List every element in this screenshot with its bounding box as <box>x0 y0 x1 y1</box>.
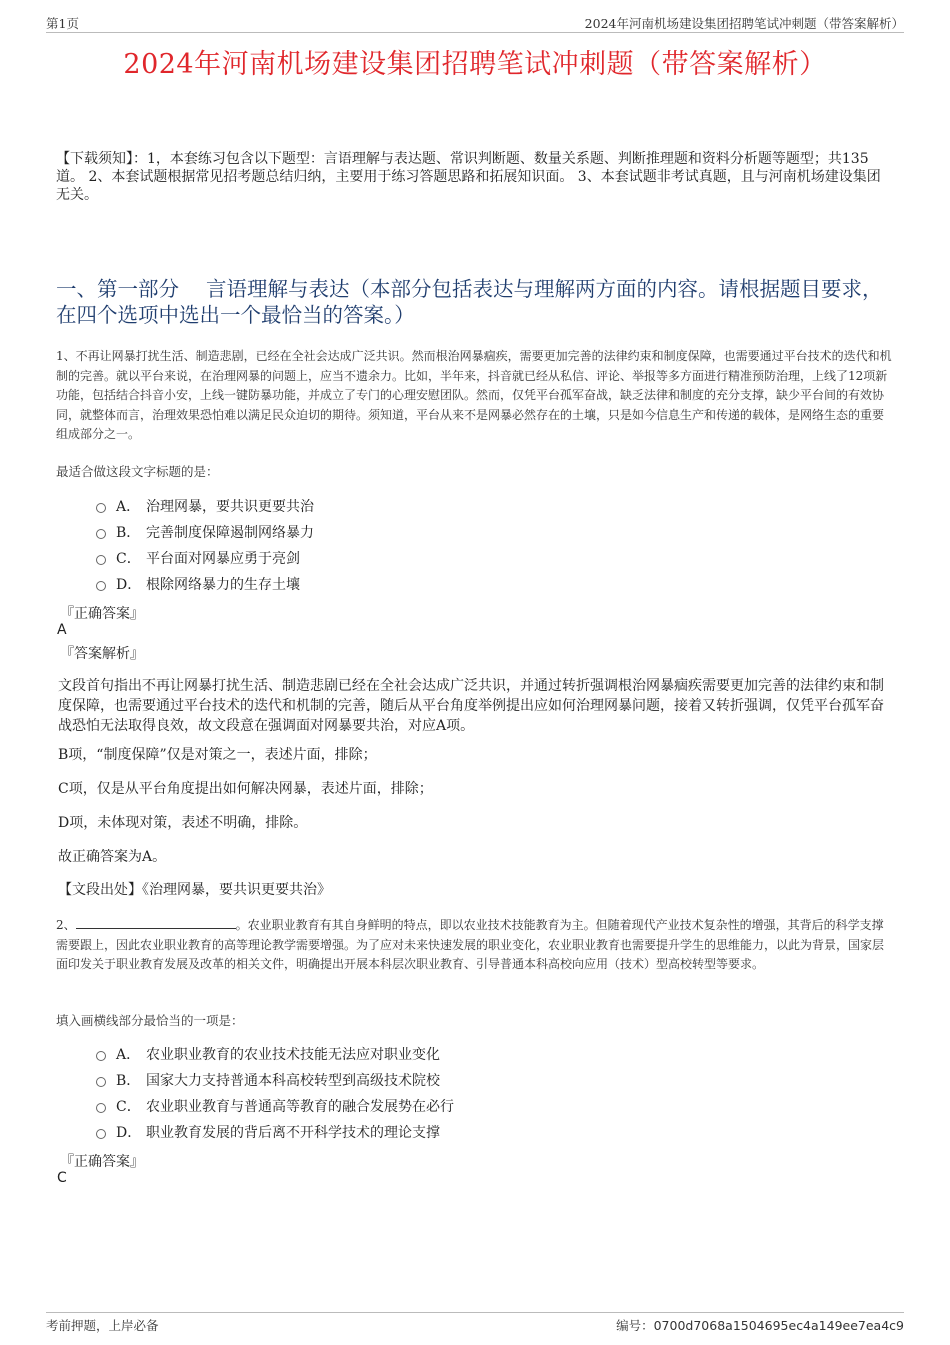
question-1-option-c[interactable]: C． 平台面对网暴应勇于亮剑 <box>96 545 314 571</box>
question-1-analysis-d: D项，未体现对策，表述不明确，排除。 <box>58 815 308 831</box>
question-2-answer: C <box>57 1170 67 1186</box>
question-1-conclusion: 故正确答案为A。 <box>58 849 167 865</box>
question-2-option-b[interactable]: B． 国家大力支持普通本科高校转型到高级技术院校 <box>96 1067 454 1093</box>
document-id: 编号：0700d7068a1504695ec4a149ee7ea4c9 <box>616 1318 904 1333</box>
question-1-prompt: 最适合做这段文字标题的是： <box>56 464 219 479</box>
page-header <box>46 12 904 33</box>
question-1-options <box>96 493 314 597</box>
fill-blank <box>76 916 236 929</box>
page-footer <box>46 1312 904 1335</box>
question-1-option-b[interactable]: B． 完善制度保障遏制网络暴力 <box>96 519 314 545</box>
section-heading: 一、第一部分 言语理解与表达（本部分包括表达与理解两方面的内容。请根据题目要求，在四个选项中选出一个最恰当的答案。） <box>56 277 883 327</box>
question-2-option-c[interactable]: C． 农业职业教育与普通高等教育的融合发展势在必行 <box>96 1093 454 1119</box>
page-number: 第1页 <box>46 16 79 31</box>
radio-icon[interactable] <box>96 1051 106 1061</box>
radio-icon[interactable] <box>96 529 106 539</box>
question-2-prompt: 填入画横线部分最恰当的一项是： <box>56 1013 244 1028</box>
document-title: 2024年河南机场建设集团招聘笔试冲刺题（带答案解析） <box>123 49 827 80</box>
radio-icon[interactable] <box>96 1077 106 1087</box>
question-2-options <box>96 1041 454 1145</box>
question-1-analysis-c: C项，仅是从平台角度提出如何解决网暴，表述片面，排除； <box>58 781 433 797</box>
question-2-number: 2、 <box>56 918 76 932</box>
question-2-answer-label: 『正确答案』 <box>60 1154 144 1170</box>
question-1-option-d[interactable]: D． 根除网络暴力的生存土壤 <box>96 571 314 597</box>
question-2-stem: 2、 。农业职业教育有其自身鲜明的特点，即以农业技术技能教育为主。但随着现代产业技术复杂性的增强，其背后的科学支撑需要跟上，因此农业职业教育的高等理论教学需要增强。为了应对未来快速发展的职业变化，农业职业教育也需要提升学生的思维能力，以此为背景，国家层面印发关于职业教育发展及改革的相关文件，明确提出开展本科层次职业教育、引导普通本科高校向应用（技术）型高校转型等要求。 <box>56 918 885 971</box>
question-1-source: 【文段出处】《治理网暴，要共识更要共治》 <box>58 882 331 898</box>
radio-icon[interactable] <box>96 555 106 565</box>
radio-icon[interactable] <box>96 1103 106 1113</box>
download-notice: 【下载须知】：1，本套练习包含以下题型：言语理解与表达题、常识判断题、数量关系题、判断推理题和资料分析题等题型；共135道。 2、本套试题根据常见招考题总结归纳，主要用于练习答题思路和拓展知识面。 3、本套试题非考试真题，且与河南机场建设集团无关。 <box>56 151 881 203</box>
question-2-option-a[interactable]: A． 农业职业教育的农业技术技能无法应对职业变化 <box>96 1041 454 1067</box>
question-1-analysis-label: 『答案解析』 <box>60 646 144 662</box>
question-1-stem: 1、不再让网暴打扰生活、制造悲剧，已经在全社会达成广泛共识。然而根治网暴痼疾，需要更加完善的法律约束和制度保障，也需要通过平台技术的迭代和机制的完善。就以平台来说，在治理网暴的问题上，应当不遗余力。比如，半年来，抖音就已经从私信、评论、举报等多方面进行精准预防治理，上线了12项新功能，包括结合抖音小安，上线一键防暴功能，并成立了专门的心理安慰团队。然而，仅凭平台孤军奋战，缺乏法律和制度的充分支撑，缺少平台间的有效协同，就整体而言，治理效果恐怕难以满足民众迫切的期待。须知道，平台从来不是网暴必然存在的土壤，只是如今信息生产和传递的载体，是网络生态的重要组成部分之一。 <box>56 349 892 441</box>
footer-slogan: 考前押题，上岸必备 <box>46 1318 159 1333</box>
question-1-answer-label: 『正确答案』 <box>60 606 144 622</box>
radio-icon[interactable] <box>96 503 106 513</box>
question-1-analysis-main: 文段首句指出不再让网暴打扰生活、制造悲剧已经在全社会达成广泛共识，并通过转折强调根治网暴痼疾需要更加完善的法律约束和制度保障，也需要通过平台技术的迭代和机制的完善，随后从平台角度举例提出应如何治理网暴问题，接着又转折强调，仅凭平台孤军奋战恐怕无法取得良效，故文段意在强调面对网暴要共治，对应A项。 <box>58 678 884 734</box>
question-1-answer: A <box>57 622 67 638</box>
question-1-analysis-b: B项，“制度保障”仅是对策之一，表述片面，排除； <box>58 747 377 763</box>
radio-icon[interactable] <box>96 581 106 591</box>
header-doc-title: 2024年河南机场建设集团招聘笔试冲刺题（带答案解析） <box>584 16 904 31</box>
radio-icon[interactable] <box>96 1129 106 1139</box>
question-1-option-a[interactable]: A． 治理网暴，要共识更要共治 <box>96 493 314 519</box>
question-2-option-d[interactable]: D． 职业教育发展的背后离不开科学技术的理论支撑 <box>96 1119 454 1145</box>
